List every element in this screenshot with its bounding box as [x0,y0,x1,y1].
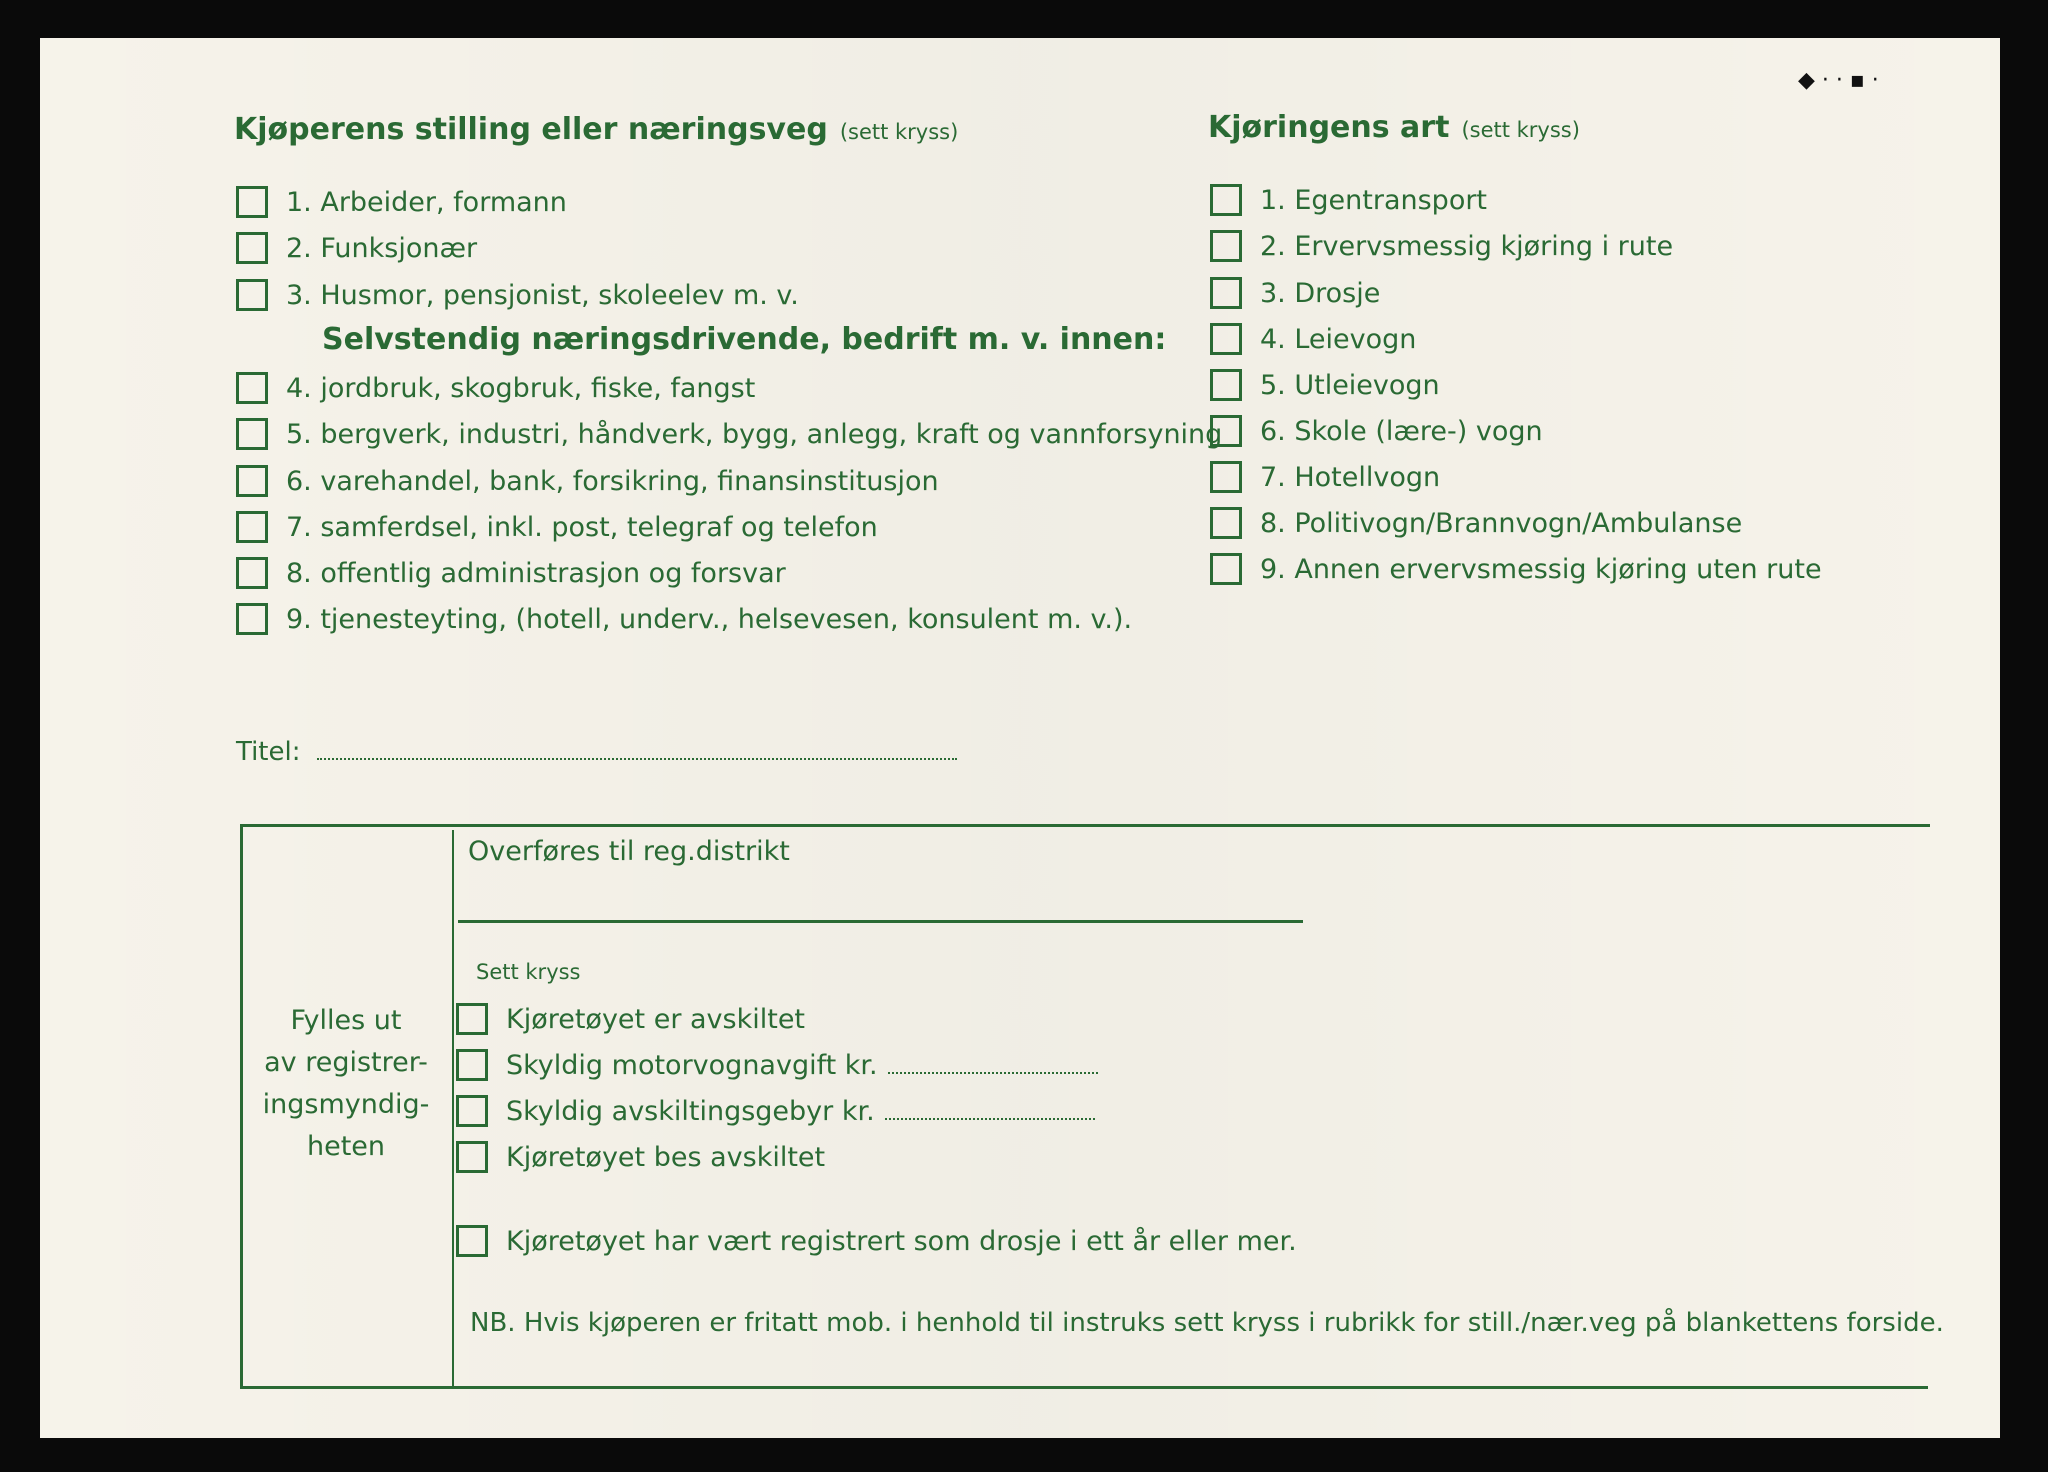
frame-bottom-rule [240,1386,1928,1389]
checkbox[interactable] [456,1003,488,1035]
option-label: 6. Skole (lære-) vogn [1260,415,1543,447]
transfer-label: Overføres til reg.distrikt [468,836,790,867]
option-label: 3. Drosje [1260,277,1381,309]
buyer-occupation-heading [234,112,958,147]
frame-top-rule [240,824,1930,827]
title-dotted-line[interactable] [317,758,957,760]
check-owed-deregistration-fee[interactable] [456,1095,1095,1127]
checkbox[interactable] [236,372,268,404]
option-label: 8. Politivogn/Brannvogn/Ambulanse [1260,507,1743,539]
checkbox[interactable] [236,511,268,543]
amount-dotted-line[interactable] [885,1118,1095,1120]
option-label: 5. Utleievogn [1260,369,1440,401]
checkbox[interactable] [1210,553,1242,585]
checkbox[interactable] [1210,277,1242,309]
option-label: 5. bergverk, industri, håndverk, bygg, anlegg, kraft og vannforsyning [286,418,1223,450]
occupation-option-4[interactable] [236,372,755,404]
check-owed-vehicle-tax[interactable] [456,1049,1098,1081]
checkbox[interactable] [1210,323,1242,355]
checkbox[interactable] [1210,507,1242,539]
option-label: 2. Ervervsmessig kjøring i rute [1260,230,1674,262]
driving-option-1[interactable] [1210,184,1487,216]
driving-option-3[interactable] [1210,277,1380,309]
checkbox[interactable] [1210,184,1242,216]
driving-type-hint: (sett kryss) [1461,118,1580,142]
checkbox[interactable] [236,465,268,497]
title-field[interactable] [236,737,957,767]
checkbox[interactable] [236,232,268,264]
check-taxi-one-year[interactable] [456,1225,1297,1257]
checkbox[interactable] [456,1049,488,1081]
driving-option-7[interactable] [1210,461,1440,493]
checkbox[interactable] [236,557,268,589]
driving-type-title: Kjøringens art [1208,110,1450,145]
registry-side-label [246,1000,446,1168]
checkbox[interactable] [1210,415,1242,447]
occupation-option-3[interactable] [236,279,799,311]
transfer-district-line[interactable] [458,920,1303,923]
sett-kryss-label: Sett kryss [476,960,581,984]
option-label: Kjøretøyet bes avskiltet [506,1141,826,1173]
checkbox[interactable] [1210,369,1242,401]
checkbox[interactable] [456,1225,488,1257]
occupation-option-9[interactable] [236,603,1132,635]
occupation-option-2[interactable] [236,232,477,264]
driving-option-5[interactable] [1210,369,1440,401]
option-label: 4. jordbruk, skogbruk, fiske, fangst [286,372,756,404]
side-line: ingsmyndig- [262,1089,430,1120]
driving-option-2[interactable] [1210,230,1673,262]
check-deregistered[interactable] [456,1003,805,1035]
option-label: 1. Arbeider, formann [286,186,567,218]
option-label: Skyldig motorvognavgift kr. [506,1049,878,1081]
option-label: 3. Husmor, pensjonist, skoleelev m. v. [286,279,799,311]
occupation-option-6[interactable] [236,465,939,497]
option-label: 1. Egentransport [1260,184,1488,216]
checkbox[interactable] [456,1141,488,1173]
occupation-option-7[interactable] [236,511,878,543]
driving-type-heading [1208,110,1580,145]
option-label: 7. samferdsel, inkl. post, telegraf og telefon [286,511,878,543]
amount-dotted-line[interactable] [888,1072,1098,1074]
checkbox[interactable] [1210,461,1242,493]
occupation-option-5[interactable] [236,418,1222,450]
self-employed-subheading: Selvstendig næringsdrivende, bedrift m. v. innen: [322,322,1167,357]
checkbox[interactable] [236,186,268,218]
side-line: Fylles ut [290,1005,402,1036]
buyer-occupation-title: Kjøperens stilling eller næringsveg [234,112,828,147]
option-label: Kjøretøyet har vært registrert som drosje i ett år eller mer. [506,1225,1297,1257]
option-label: 7. Hotellvogn [1260,461,1441,493]
title-label: Titel: [236,737,301,767]
check-request-deregistration[interactable] [456,1141,825,1173]
ink-mark: ◆ · · ▪ · [1798,68,1879,93]
occupation-option-8[interactable] [236,557,786,589]
option-label: 6. varehandel, bank, forsikring, finansinstitusjon [286,465,939,497]
option-label: Kjøretøyet er avskiltet [506,1003,806,1035]
option-label: 2. Funksjonær [286,232,478,264]
checkbox[interactable] [1210,230,1242,262]
nb-note: NB. Hvis kjøperen er fritatt mob. i henhold til instruks sett kryss i rubrikk for still./nær.veg på blankettens forside. [470,1308,1944,1338]
option-label: Skyldig avskiltingsgebyr kr. [506,1095,875,1127]
driving-option-8[interactable] [1210,507,1742,539]
side-line: heten [306,1131,386,1162]
driving-option-4[interactable] [1210,323,1416,355]
option-label: 9. Annen ervervsmessig kjøring uten rute [1260,553,1822,585]
occupation-option-1[interactable] [236,186,567,218]
driving-option-9[interactable] [1210,553,1822,585]
checkbox[interactable] [236,603,268,635]
option-label: 4. Leievogn [1260,323,1417,355]
frame-left-rule [240,824,243,1389]
frame-divider [452,830,454,1386]
checkbox[interactable] [236,418,268,450]
option-label: 8. offentlig administrasjon og forsvar [286,557,786,589]
option-label: 9. tjenesteyting, (hotell, underv., helsevesen, konsulent m. v.). [286,603,1133,635]
checkbox[interactable] [236,279,268,311]
side-line: av registrer- [264,1047,428,1078]
driving-option-6[interactable] [1210,415,1543,447]
checkbox[interactable] [456,1095,488,1127]
buyer-occupation-hint: (sett kryss) [839,120,959,144]
